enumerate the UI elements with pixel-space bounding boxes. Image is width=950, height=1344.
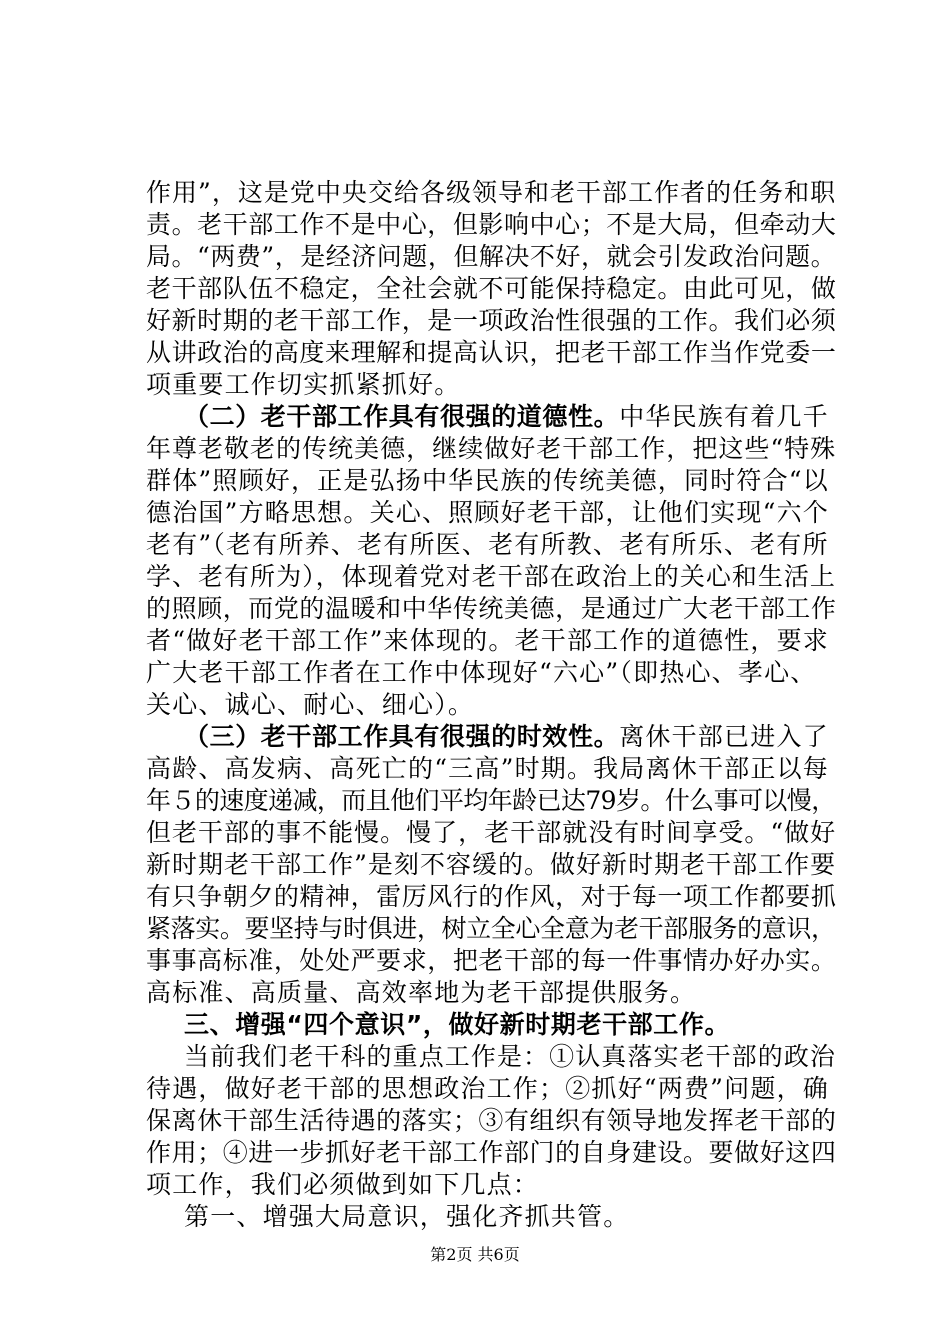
text-line: 从讲政治的高度来理解和提高认识，把老干部工作当作党委一 [146,338,837,367]
text-line: 学、老有所为），体现着党对老干部在政治上的关心和生活上 [146,562,836,591]
text-line: 项工作，我们必须做到如下几点： [146,1170,540,1199]
text-line: 高龄、高发病、高死亡的“三高”时期。我局离休干部正以每 [146,754,829,783]
text-line: 新时期老干部工作”是刻不容缓的。做好新时期老干部工作要 [146,850,837,879]
text-line: 作用”，这是党中央交给各级领导和老干部工作者的任务和职 [146,178,837,207]
text-line: 群体”照顾好，正是弘扬中华民族的传统美德，同时符合“以 [146,466,829,495]
section-2-heading: （二）老干部工作具有很强的道德性。 [184,402,620,431]
text-line: 紧落实。要坚持与时俱进，树立全心全意为老干部服务的意识， [146,914,836,943]
text-line: 广大老干部工作者在工作中体现好“六心”（即热心、孝心、 [146,658,817,687]
section-3-first-line [146,721,836,753]
text-line: 年尊老敬老的传统美德，继续做好老干部工作，把这些“特殊 [146,434,837,463]
text-line: 第一、增强大局意识，强化齐抓共管。 [184,1202,630,1231]
text-line: 有只争朝夕的精神，雷厉风行的作风，对于每一项工作都要抓 [146,882,837,911]
section-3-heading: （三）老干部工作具有很强的时效性。 [184,722,620,751]
text-line: 的照顾，而党的温暖和中华传统美德，是通过广大老干部工作 [146,594,837,623]
text-line: 项重要工作切实抓紧抓好。 [146,370,461,399]
text-line: 老干部队伍不稳定，全社会就不可能保持稳定。由此可见，做 [146,274,837,303]
text-line: 责。老干部工作不是中心，但影响中心；不是大局，但牵动大 [146,210,837,239]
text-line: 但老干部的事不能慢。慢了，老干部就没有时间享受。“做好 [146,818,837,847]
text-line: 局。“两费”，是经济问题，但解决不好，就会引发政治问题。 [146,242,837,271]
text-line: 好新时期的老干部工作，是一项政治性很强的工作。我们必须 [146,306,837,335]
section-3-first-text: 离休干部已进入了 [619,722,829,751]
text-line: 事事高标准，处处严要求，把老干部的每一件事情办好办实。 [146,946,837,975]
section-2-first-line [146,401,836,433]
text-line: 者“做好老干部工作”来体现的。老干部工作的道德性，要求 [146,626,829,655]
text-line: 老有”（老有所养、老有所医、老有所教、老有所乐、老有所 [146,530,829,559]
document-body [146,177,836,1233]
text-line: 保离休干部生活待遇的落实；③有组织有领导地发挥老干部的 [146,1106,837,1135]
text-line: 关心、诚心、耐心、细心）。 [146,690,475,719]
text-line: 德治国”方略思想。关心、照顾好老干部，让他们实现“六个 [146,498,829,527]
part-3-heading: 三、增强“四个意识”，做好新时期老干部工作。 [184,1010,731,1039]
text-line: 当前我们老干科的重点工作是：①认真落实老干部的政治 [184,1042,837,1071]
section-2-first-text: 中华民族有着几千 [619,402,829,431]
text-line: 高标准、高质量、高效率地为老干部提供服务。 [146,978,697,1007]
text-line: 待遇，做好老干部的思想政治工作；②抓好“两费”问题，确 [146,1074,829,1103]
text-line: 年５的速度递减，而且他们平均年龄已达79岁。什么事可以慢， [146,786,836,815]
page-number-footer: 第2页 共6页 [430,1245,520,1264]
text-line: 作用；④进一步抓好老干部工作部门的自身建设。要做好这四 [146,1138,837,1167]
